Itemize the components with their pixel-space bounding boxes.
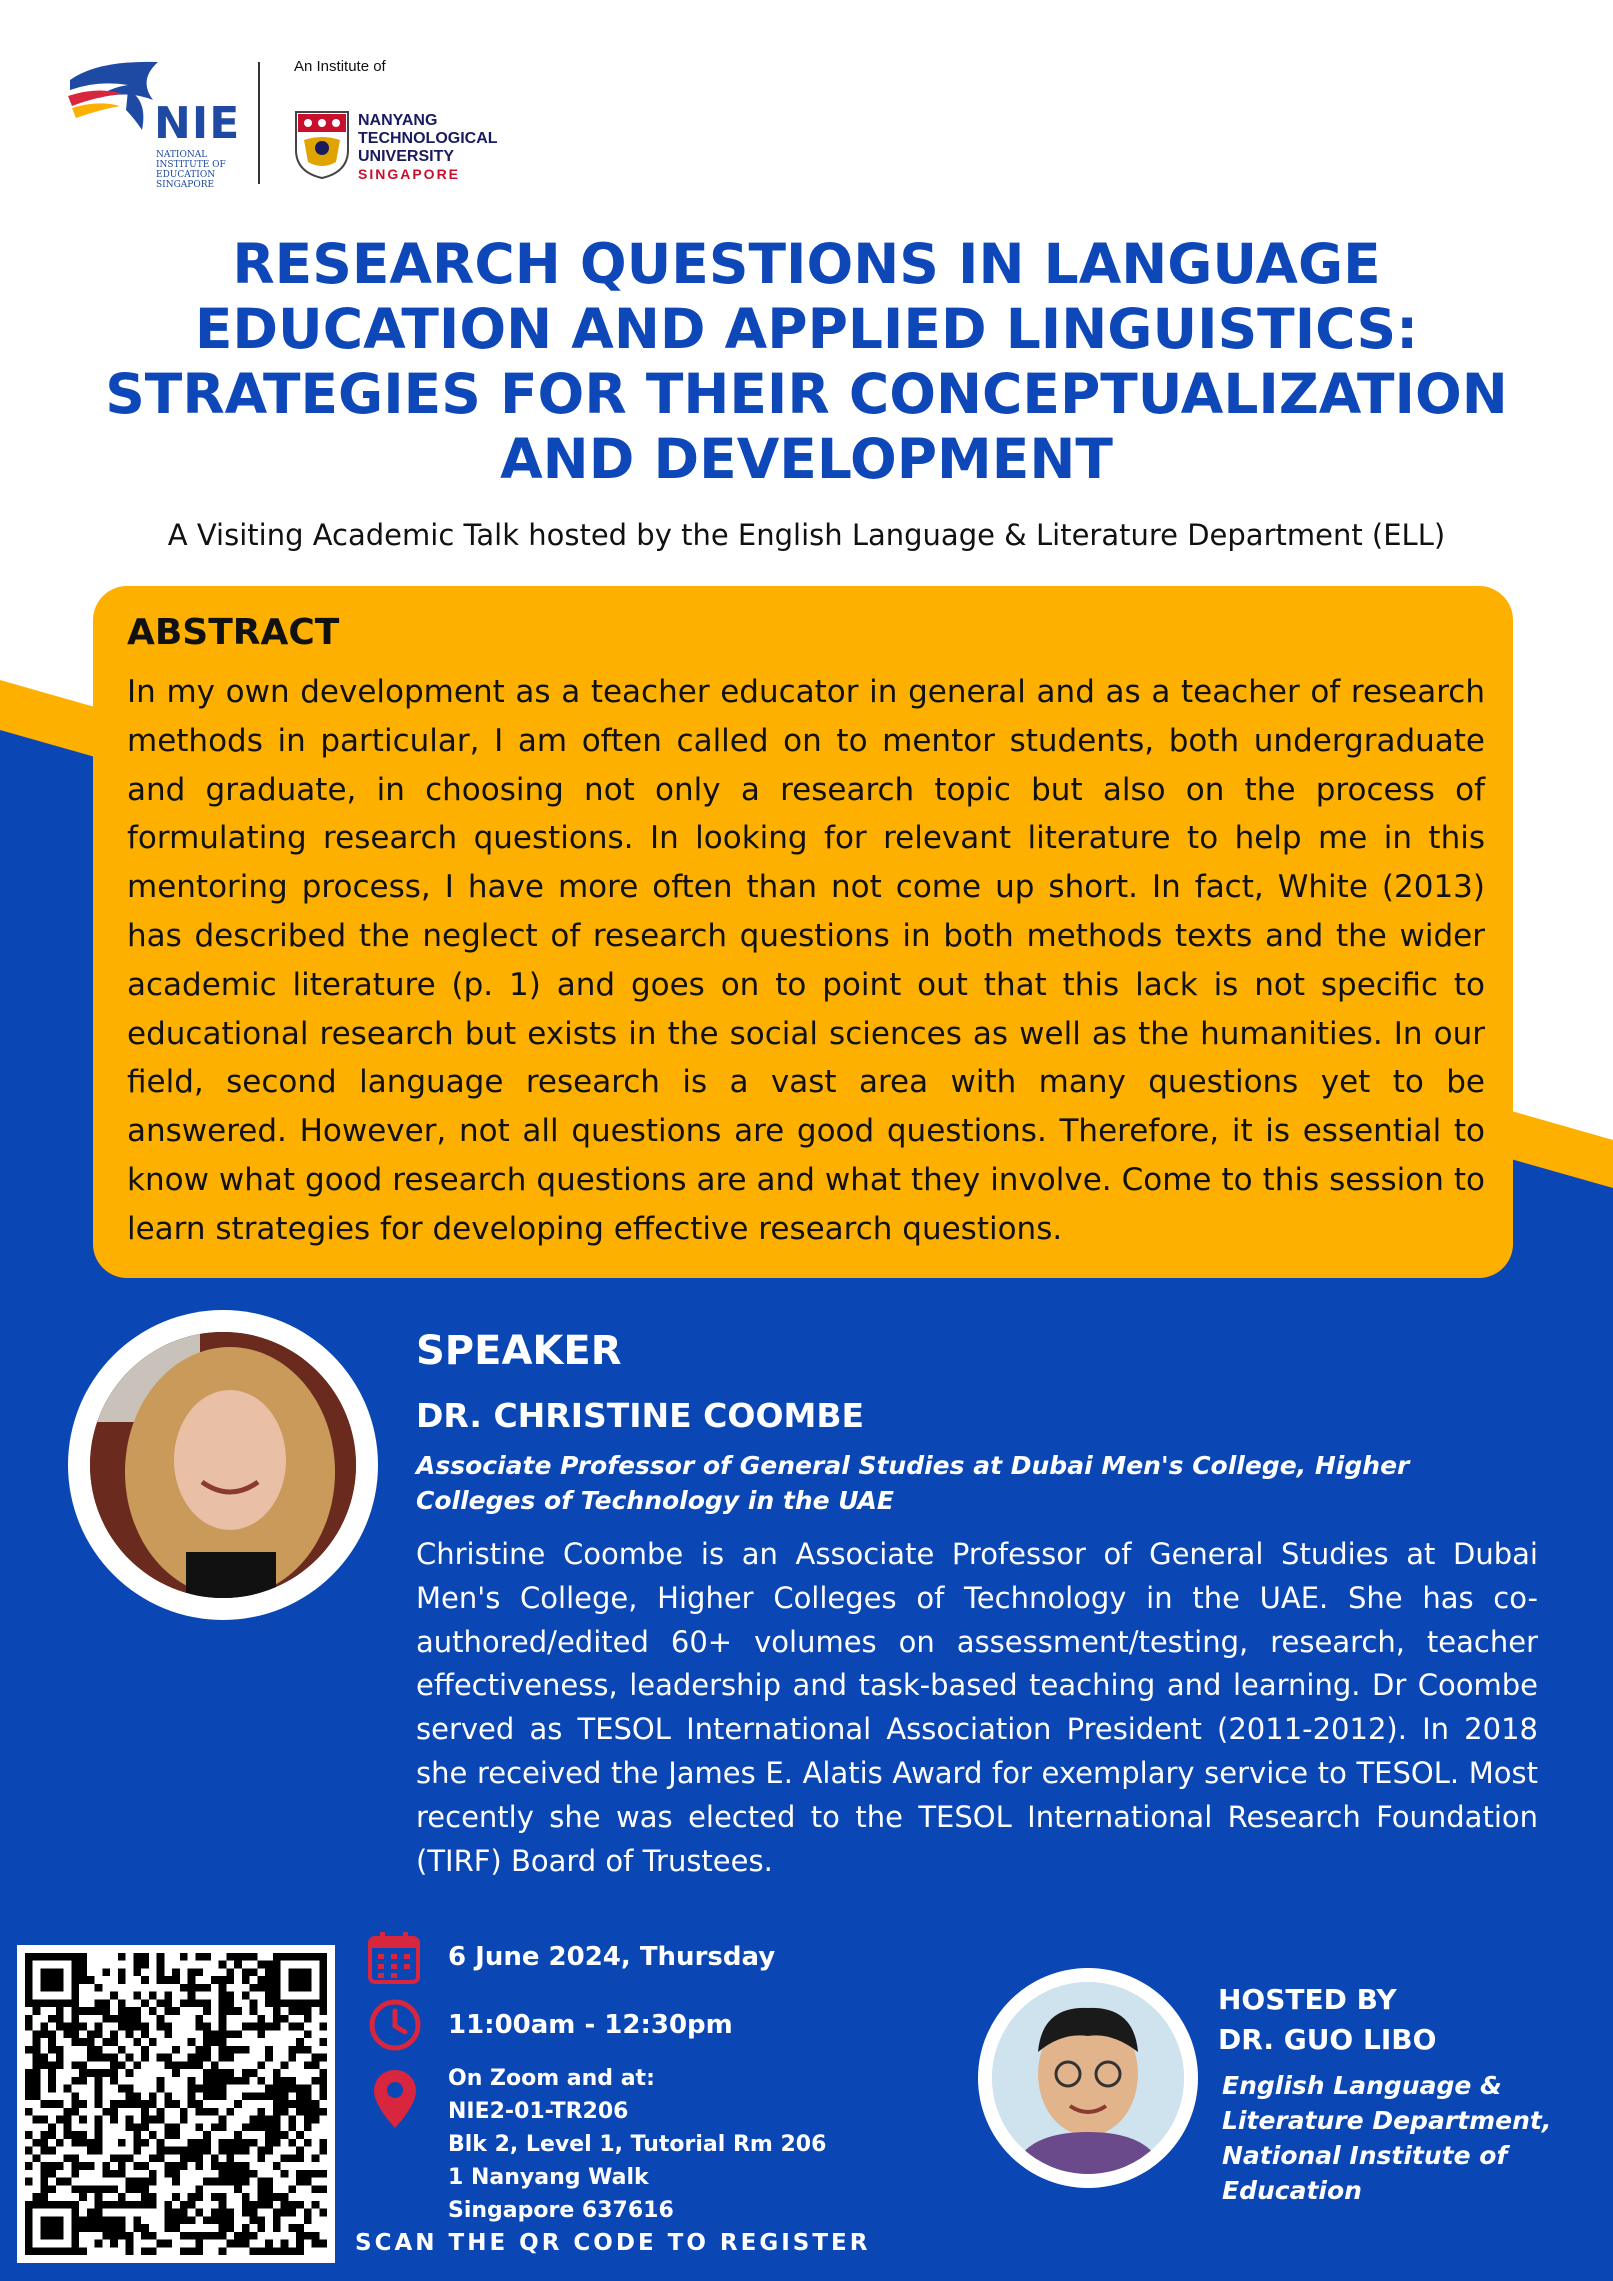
ntu-name: NANYANG TECHNOLOGICAL UNIVERSITY bbox=[358, 112, 498, 165]
ntu-crest-icon bbox=[294, 110, 350, 180]
logo-divider bbox=[258, 62, 260, 184]
institute-of-label: An Institute of bbox=[294, 58, 386, 75]
ntu-country: SINGAPORE bbox=[358, 166, 461, 182]
host-department: English Language & Literature Department, National Institute of Education bbox=[1222, 2071, 1552, 2205]
clock-icon bbox=[368, 1998, 422, 2052]
event-location: On Zoom and at: NIE2-01-TR206 Blk 2, Level 1, Tutorial Rm 206 1 Nanyang Walk Singapore 637616 bbox=[448, 2066, 827, 2223]
speaker-bio: Christine Coombe is an Associate Professor of General Studies at Dubai Men's College, Higher Colleges of Technology in the UAE. She has co-authored/edited 60+ volumes on assessment/testing, research, teacher effectiveness, leadership and task-based teaching and learning. Dr Coombe served as TESOL International Association President (2011-2012). In 2018 she received the James E. Alatis Award for exemplary service to TESOL. Most recently she was elected to the TESOL International Research Foundation (TIRF) Board of Trustees. bbox=[416, 1537, 1538, 1878]
speaker-name: DR. CHRISTINE COOMBE bbox=[416, 1396, 865, 1435]
speaker-portrait-icon bbox=[90, 1332, 356, 1598]
abstract-text: In my own development as a teacher educator in general and as a teacher of research methods in particular, I am often called on to mentor students, both undergraduate and graduate, in choosing not only a research topic but also on the process of formulating research questions. In looking for relevant literature to help me in this mentoring process, I have more often than not come up short. In fact, White (2013) has described the neglect of research questions in both methods texts and the wider academic literature (p. 1) and goes on to point out that this lack is not specific to educational research but exists in the social sciences as well as the humanities. In our field, second language research is a vast area with many questions yet to be answered. However, not all questions are good questions. Therefore, it is essential to know what good research questions are and what they involve. Come to this session to learn strategies for developing effective research questions. bbox=[127, 674, 1485, 1247]
host-heading: HOSTED BY DR. GUO LIBO bbox=[1218, 1983, 1437, 2056]
nie-full-name: NATIONAL INSTITUTE OF EDUCATION SINGAPORE bbox=[156, 150, 226, 190]
abstract-heading: ABSTRACT bbox=[127, 612, 340, 653]
speaker-role: Associate Professor of General Studies at Dubai Men's College, Higher Colleges of Technology in the UAE bbox=[416, 1451, 1410, 1515]
host-portrait-icon bbox=[992, 1982, 1184, 2174]
nie-wordmark: NIE bbox=[154, 98, 241, 149]
location-pin-icon bbox=[372, 2068, 418, 2130]
register-instruction: SCAN THE QR CODE TO REGISTER bbox=[355, 2230, 871, 2256]
speaker-photo bbox=[68, 1310, 378, 1620]
page-title: RESEARCH QUESTIONS IN LANGUAGE EDUCATION AND APPLIED LINGUISTICS: STRATEGIES FOR THEIR CONCEPTUALIZATION AND DEVELOPMENT bbox=[105, 232, 1508, 491]
event-time: 11:00am - 12:30pm bbox=[448, 2010, 733, 2040]
page-subtitle: A Visiting Academic Talk hosted by the English Language & Literature Department (ELL) bbox=[167, 518, 1446, 552]
speaker-heading: SPEAKER bbox=[416, 1328, 622, 1374]
event-date: 6 June 2024, Thursday bbox=[448, 1942, 776, 1972]
host-photo bbox=[978, 1968, 1198, 2188]
registration-qr-code[interactable] bbox=[17, 1945, 335, 2263]
nie-lion-icon bbox=[68, 60, 168, 140]
calendar-icon bbox=[366, 1930, 422, 1986]
nie-logo bbox=[68, 60, 248, 190]
